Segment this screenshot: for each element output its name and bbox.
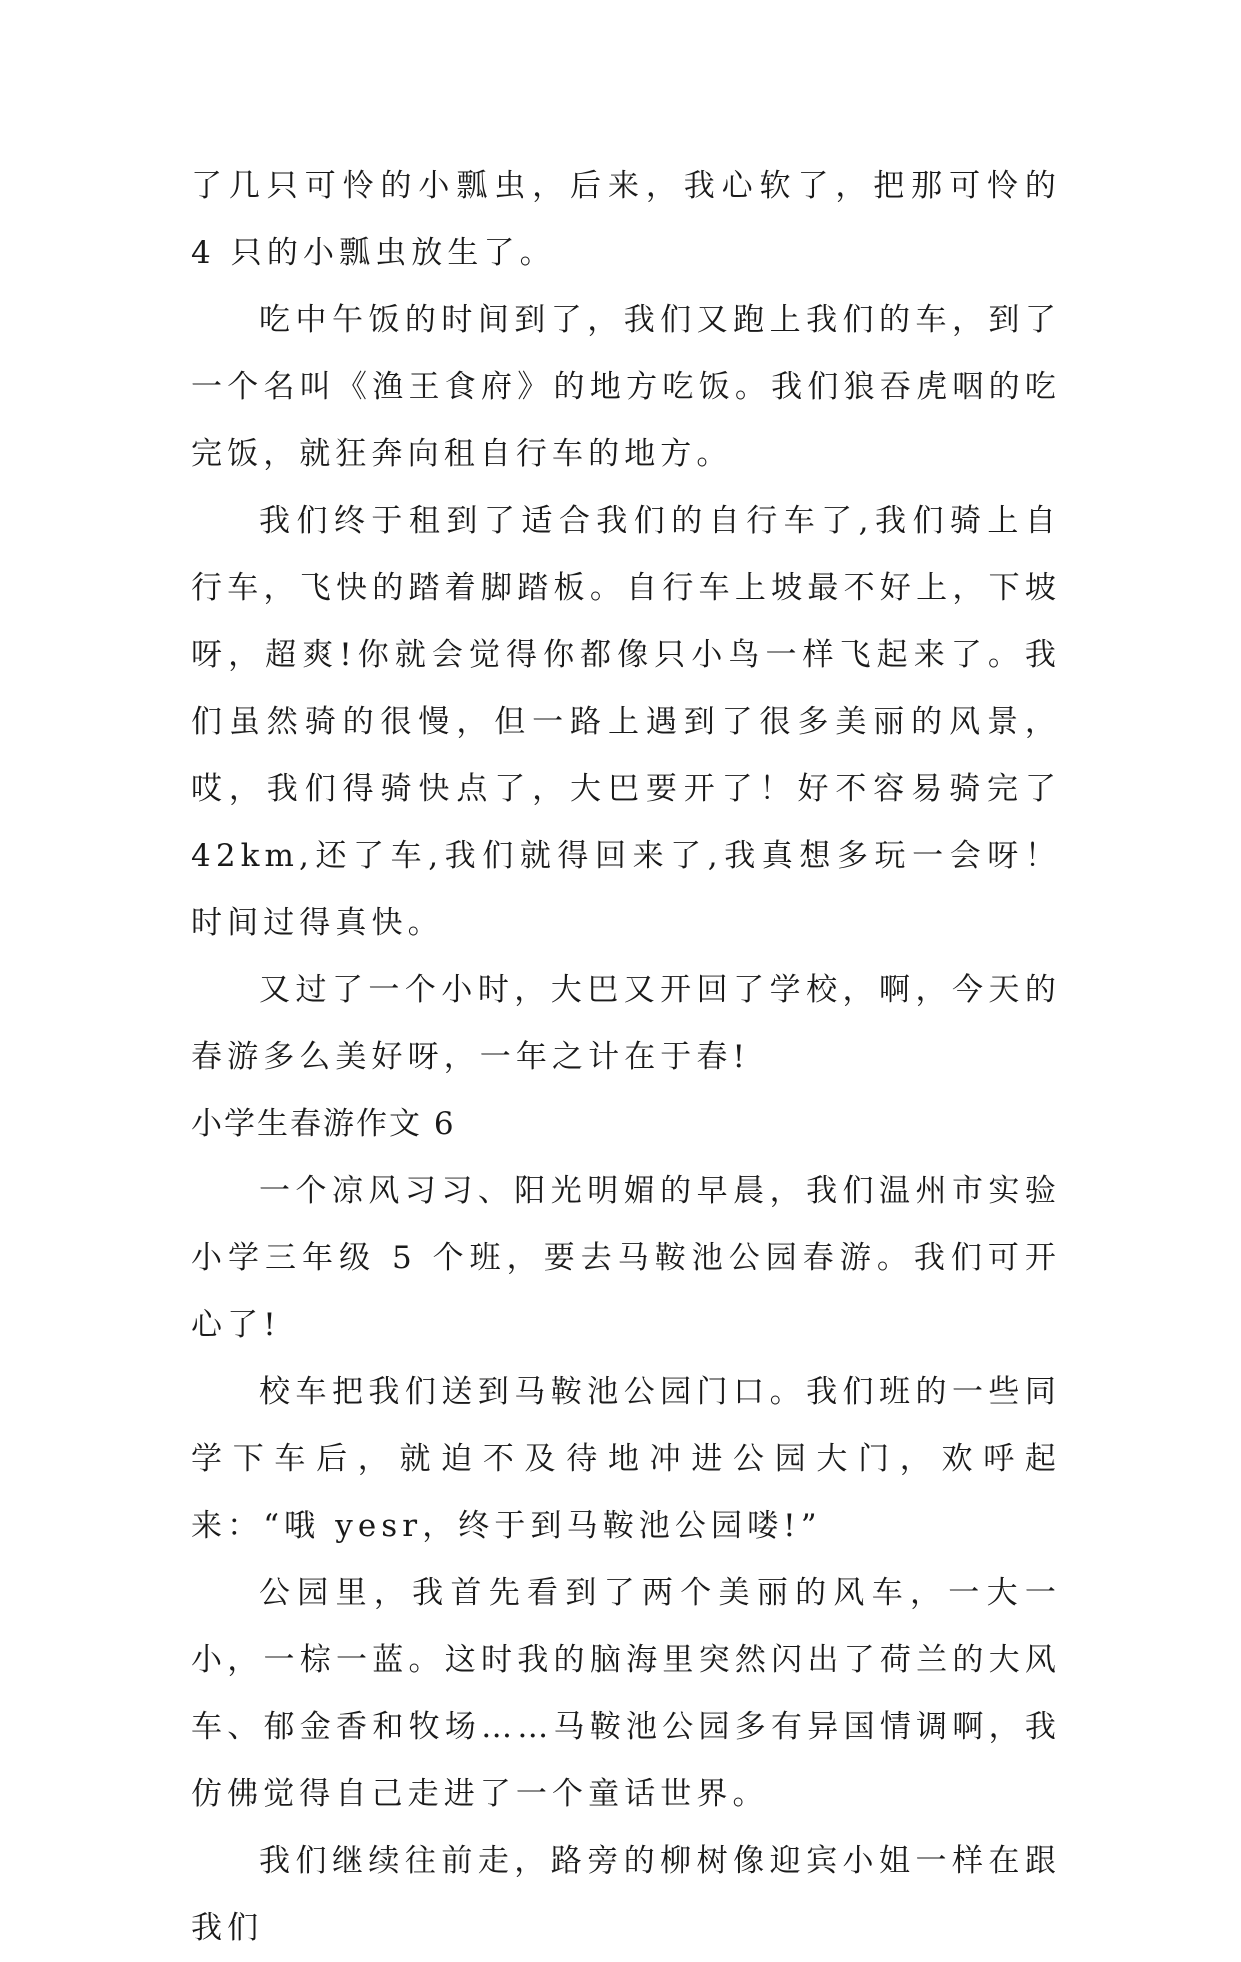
paragraph-7: 公园里，我首先看到了两个美丽的风车，一大一小，一棕一蓝。这时我的脑海里突然闪出了荷兰的大风车、郁金香和牧场……马鞍池公园多有异国情调啊，我仿佛觉得自己走进了一个童话世界。 — [191, 1575, 1061, 1812]
paragraph-1: 了几只可怜的小瓢虫，后来，我心软了，把那可怜的 4 只的小瓢虫放生了。 — [191, 168, 1061, 271]
document-page — [191, 153, 1061, 1962]
paragraph-5: 一个凉风习习、阳光明媚的早晨，我们温州市实验小学三年级 5 个班，要去马鞍池公园春游。我们可开心了! — [191, 1173, 1061, 1343]
paragraph-6: 校车把我们送到马鞍池公园门口。我们班的一些同学下车后，就迫不及待地冲进公园大门，欢呼起来：“哦 yesr，终于到马鞍池公园喽!” — [191, 1374, 1061, 1544]
paragraph-4: 又过了一个小时，大巴又开回了学校，啊，今天的春游多么美好呀，一年之计在于春! — [191, 972, 1061, 1075]
paragraph-3: 我们终于租到了适合我们的自行车了,我们骑上自行车，飞快的踏着脚踏板。自行车上坡最不好上，下坡呀，超爽!你就会觉得你都像只小鸟一样飞起来了。我们虽然骑的很慢，但一路上遇到了很多美丽的风景，哎，我们得骑快点了，大巴要开了！好不容易骑完了 42km,还了车,我们就得回来了,我真想多玩一会呀！时间过得真快。 — [191, 503, 1061, 941]
paragraph-8: 我们继续往前走，路旁的柳树像迎宾小姐一样在跟我们 — [191, 1843, 1061, 1946]
section-heading: 小学生春游作文 6 — [191, 1106, 456, 1142]
paragraph-2: 吃中午饭的时间到了，我们又跑上我们的车，到了一个名叫《渔王食府》的地方吃饭。我们狼吞虎咽的吃完饭，就狂奔向租自行车的地方。 — [191, 302, 1061, 472]
